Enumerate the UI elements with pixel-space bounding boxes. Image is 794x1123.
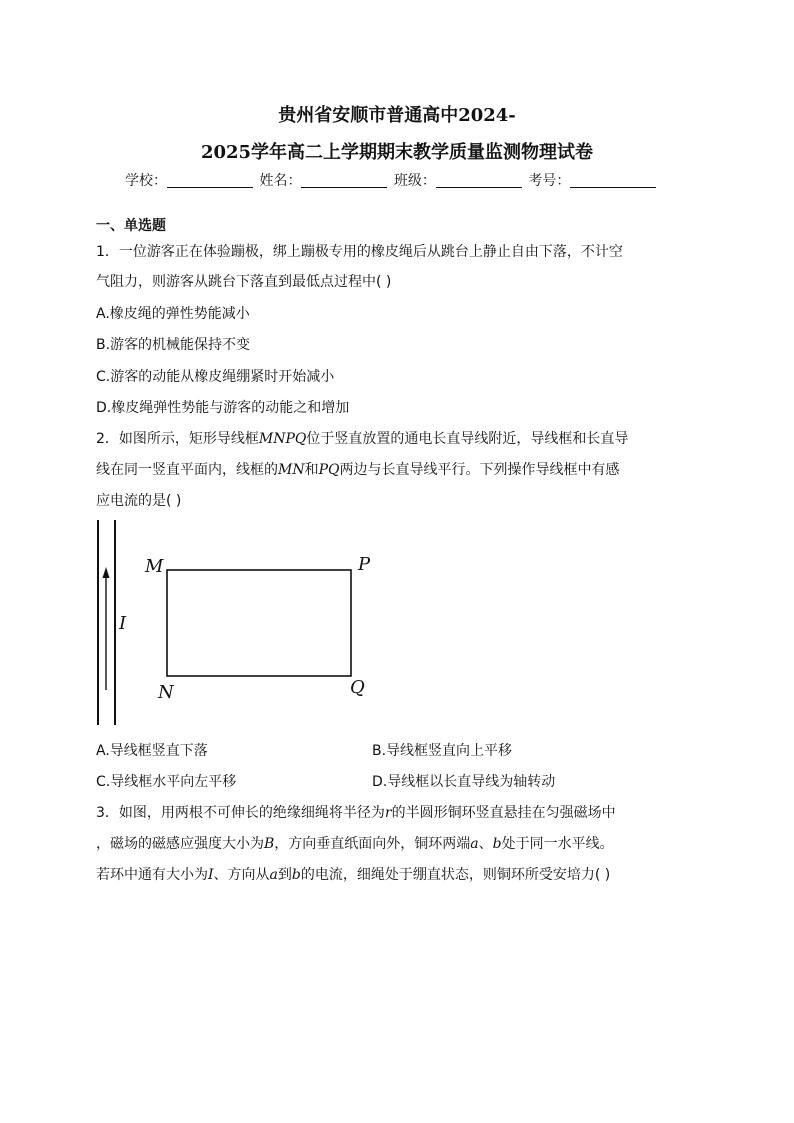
title-line-1: 贵州省安顺市普通高中2024-: [278, 105, 516, 126]
label-n: N: [158, 682, 174, 703]
q1-option-a: A.橡皮绳的弹性势能减小: [96, 306, 250, 322]
student-info: [125, 170, 658, 190]
q2-stem-line-3: 应电流的是( ): [96, 493, 182, 509]
q2-stem-line-2: 线在同一竖直平面内，线框的MN和PQ两边与长直导线平行。下列操作导线框中有感: [96, 462, 620, 478]
q3-stem-line-2: ，磁场的磁感应强度大小为B，方向垂直纸面向外，铜环两端a、b处于同一水平线。: [96, 836, 614, 852]
name-label: 姓名：: [259, 173, 302, 189]
q1-option-c: C.游客的动能从橡皮绳绷紧时开始减小: [96, 369, 335, 385]
title-line-2: 2025学年高二上学期期末教学质量监测物理试卷: [200, 142, 594, 163]
label-q: Q: [350, 677, 365, 698]
label-m: M: [145, 556, 164, 577]
school-blank[interactable]: [167, 173, 253, 188]
class-label: 班级：: [393, 173, 436, 189]
q1-stem-line-1: 1．一位游客正在体验蹦极，绑上蹦极专用的橡皮绳后从跳台上静止自由下落，不计空: [96, 244, 623, 260]
q3-stem-line-1: 3．如图，用两根不可伸长的绝缘细绳将半径为r的半圆形铜环竖直悬挂在匀强磁场中: [96, 805, 616, 821]
q1-stem-line-2: 气阻力，则游客从跳台下落直到最低点过程中( ): [96, 274, 392, 290]
class-blank[interactable]: [436, 173, 522, 188]
q3-stem-line-3: 若环中通有大小为I、方向从a到b的电流，细绳处于绷直状态，则铜环所受安培力( ): [96, 867, 611, 883]
q2-option-c: C.导线框水平向左平移: [96, 774, 237, 790]
q2-stem-line-1: 2．如图所示，矩形导线框MNPQ位于竖直放置的通电长直导线附近，导线框和长直导: [96, 431, 629, 447]
current-arrow-head: [103, 567, 110, 578]
exam-no-label: 考号：: [528, 173, 571, 189]
school-label: 学校：: [125, 173, 167, 189]
q2-option-b: B.导线框竖直向上平移: [372, 743, 513, 759]
q2-option-a: A.导线框竖直下落: [96, 743, 208, 759]
wire-frame-figure: [90, 515, 390, 730]
label-i: I: [119, 613, 127, 634]
q1-option-b: B.游客的机械能保持不变: [96, 337, 251, 353]
q1-option-d: D.橡皮绳弹性势能与游客的动能之和增加: [96, 400, 350, 416]
name-blank[interactable]: [301, 173, 387, 188]
rectangular-frame: [167, 570, 351, 676]
q2-option-d: D.导线框以长直导线为轴转动: [372, 774, 556, 790]
section-heading: 一、单选题: [96, 218, 166, 234]
label-p: P: [358, 554, 371, 575]
exam-no-blank[interactable]: [570, 173, 656, 188]
